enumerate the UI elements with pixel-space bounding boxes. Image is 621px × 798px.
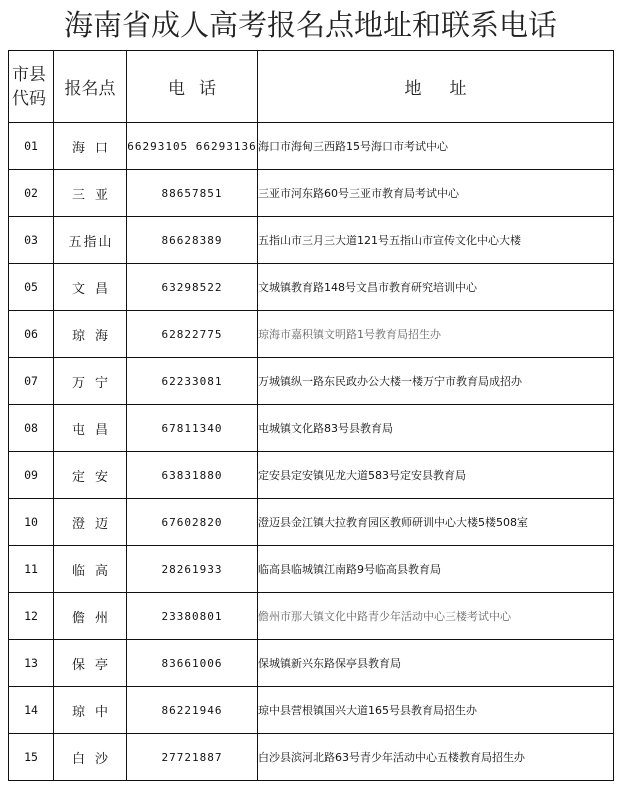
cell-address: 临高县临城镇江南路9号临高县教育局	[258, 546, 614, 593]
cell-code: 01	[9, 123, 54, 170]
cell-code: 10	[9, 499, 54, 546]
cell-address: 定安县定安镇见龙大道583号定安县教育局	[258, 452, 614, 499]
cell-name: 保亭	[54, 640, 127, 687]
registration-table	[8, 50, 614, 781]
cell-code: 06	[9, 311, 54, 358]
table-row	[9, 264, 614, 311]
cell-phone: 28261933	[127, 546, 258, 593]
cell-phone: 63298522	[127, 264, 258, 311]
header-address-label: 地址	[404, 79, 495, 99]
cell-name: 琼海	[54, 311, 127, 358]
cell-name: 澄迈	[54, 499, 127, 546]
cell-name: 三亚	[54, 170, 127, 217]
cell-phone: 66293105 66293136	[127, 123, 258, 170]
cell-phone: 63831880	[127, 452, 258, 499]
cell-code: 05	[9, 264, 54, 311]
cell-phone: 23380801	[127, 593, 258, 640]
table-row	[9, 640, 614, 687]
table-row	[9, 217, 614, 264]
page-title: 海南省成人高考报名点地址和联系电话	[63, 8, 557, 42]
table-header-row	[9, 51, 614, 123]
cell-name: 五指山	[54, 217, 127, 264]
header-phone	[127, 51, 258, 123]
cell-code: 09	[9, 452, 54, 499]
cell-name: 白沙	[54, 734, 127, 781]
cell-code: 07	[9, 358, 54, 405]
cell-phone: 62233081	[127, 358, 258, 405]
cell-address: 三亚市河东路60号三亚市教育局考试中心	[258, 170, 614, 217]
cell-code: 15	[9, 734, 54, 781]
cell-name: 定安	[54, 452, 127, 499]
cell-name: 海口	[54, 123, 127, 170]
cell-address: 白沙县滨河北路63号青少年活动中心五楼教育局招生办	[258, 734, 614, 781]
cell-phone: 83661006	[127, 640, 258, 687]
cell-name: 屯昌	[54, 405, 127, 452]
table-row	[9, 452, 614, 499]
cell-phone: 27721887	[127, 734, 258, 781]
cell-code: 02	[9, 170, 54, 217]
cell-name: 儋州	[54, 593, 127, 640]
cell-name: 万宁	[54, 358, 127, 405]
header-address	[258, 51, 614, 123]
header-name: 报名点	[54, 51, 127, 123]
cell-name: 临高	[54, 546, 127, 593]
table-row	[9, 734, 614, 781]
cell-code: 13	[9, 640, 54, 687]
cell-address: 琼中县营根镇国兴大道165号县教育局招生办	[258, 687, 614, 734]
table-row	[9, 499, 614, 546]
table-row	[9, 687, 614, 734]
table-row	[9, 593, 614, 640]
cell-address: 屯城镇文化路83号县教育局	[258, 405, 614, 452]
cell-address: 海口市海甸三西路15号海口市考试中心	[258, 123, 614, 170]
header-code: 市县代码	[9, 51, 54, 123]
table-row	[9, 546, 614, 593]
cell-code: 11	[9, 546, 54, 593]
cell-phone: 88657851	[127, 170, 258, 217]
cell-address: 保城镇新兴东路保亭县教育局	[258, 640, 614, 687]
cell-code: 08	[9, 405, 54, 452]
cell-phone: 67811340	[127, 405, 258, 452]
table-row	[9, 405, 614, 452]
header-phone-label: 电话	[168, 79, 230, 99]
table-row	[9, 358, 614, 405]
cell-address: 澄迈县金江镇大拉教育园区教师研训中心大楼5楼508室	[258, 499, 614, 546]
table-row	[9, 123, 614, 170]
cell-phone: 86221946	[127, 687, 258, 734]
cell-phone: 67602820	[127, 499, 258, 546]
cell-code: 14	[9, 687, 54, 734]
cell-phone: 86628389	[127, 217, 258, 264]
cell-address: 万城镇纵一路东民政办公大楼一楼万宁市教育局成招办	[258, 358, 614, 405]
cell-address: 五指山市三月三大道121号五指山市宣传文化中心大楼	[258, 217, 614, 264]
cell-address: 儋州市那大镇文化中路青少年活动中心三楼考试中心	[258, 593, 614, 640]
cell-code: 03	[9, 217, 54, 264]
cell-address: 文城镇教育路148号文昌市教育研究培训中心	[258, 264, 614, 311]
table-row	[9, 311, 614, 358]
cell-name: 琼中	[54, 687, 127, 734]
cell-code: 12	[9, 593, 54, 640]
table-row	[9, 170, 614, 217]
cell-address: 琼海市嘉积镇文明路1号教育局招生办	[258, 311, 614, 358]
cell-name: 文昌	[54, 264, 127, 311]
cell-phone: 62822775	[127, 311, 258, 358]
